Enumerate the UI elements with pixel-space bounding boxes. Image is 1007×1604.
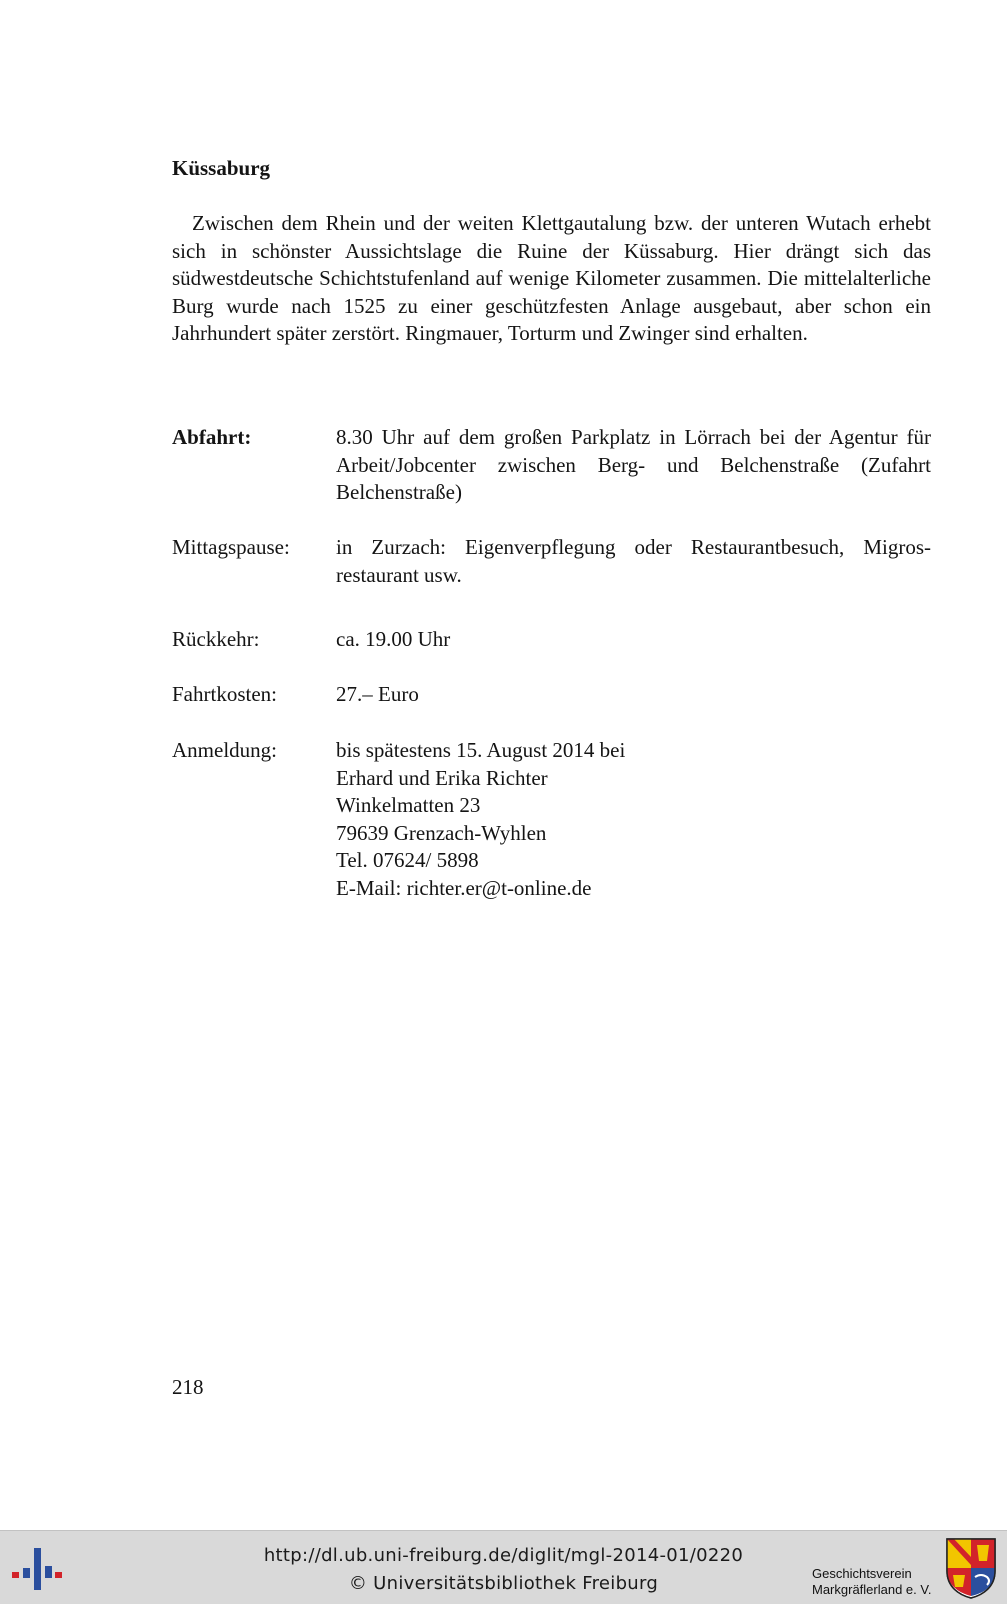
section-heading: Küssaburg [172,156,271,180]
society-name-line1: Geschichtsverein [812,1566,912,1581]
contact-name: Erhard und Erika Richter [336,765,548,790]
info-value: ca. 19.00 Uhr [336,627,451,651]
info-label: Abfahrt: [172,425,252,449]
info-row-cost [172,681,931,709]
registration-deadline: bis spätestens 15. August 2014 bei [336,738,626,762]
coat-of-arms-icon [945,1537,997,1599]
info-label: Mittagspause: [172,535,290,559]
document-url-link[interactable]: http://dl.ub.uni-freiburg.de/diglit/mgl-2014-01/0220 [263,1545,744,1566]
info-row-return [172,626,931,654]
info-value: 27.– Euro [336,682,419,706]
body-paragraph: Zwischen dem Rhein und der weiten Klettgautalung bzw. der unteren Wutach erhebt sich in schönster Aussichtslage die Ruine der Küssaburg. Hier drängt sich das südwestdeutsche Schichtstufenland auf wenige Kilometer zusammen. Die mittelalterliche Burg wurde nach 1525 zu einer geschützfesten Anlage ausgebaut, aber schon ein Jahrhundert später zerstört. Ringmauer, Torturm und Zwinger sind erhalten. [172,211,931,345]
copyright-notice: © Universitätsbibliothek Freiburg [348,1573,659,1594]
contact-street: Winkelmatten 23 [336,793,481,817]
info-row-lunch [172,534,931,589]
society-name [812,1566,931,1598]
info-value: in Zurzach: Eigenverpflegung oder Restaurantbesuch, Migrosrestaurant usw. [336,535,931,587]
contact-email: E-Mail: richter.er@t-online.de [336,875,592,900]
info-label: Fahrtkosten: [172,682,277,706]
contact-city: 79639 Grenzach-Wyhlen [336,820,547,845]
info-label: Anmeldung: [172,738,277,762]
info-row-departure [172,424,931,507]
info-value: 8.30 Uhr auf dem großen Parkplatz in Lörrach bei der Agentur für Arbeit/Jobcenter zwischen Berg- und Belchenstraße (Zufahrt Belchenstraße) [336,425,931,504]
contact-phone: Tel. 07624/ 5898 [336,848,479,872]
info-label: Rückkehr: [172,627,260,651]
society-name-line2: Markgräflerland e. V. [812,1582,932,1597]
registration-details [336,737,931,902]
info-row-registration [172,737,931,902]
page-number: 218 [172,1375,204,1399]
library-footer [0,1530,1007,1604]
